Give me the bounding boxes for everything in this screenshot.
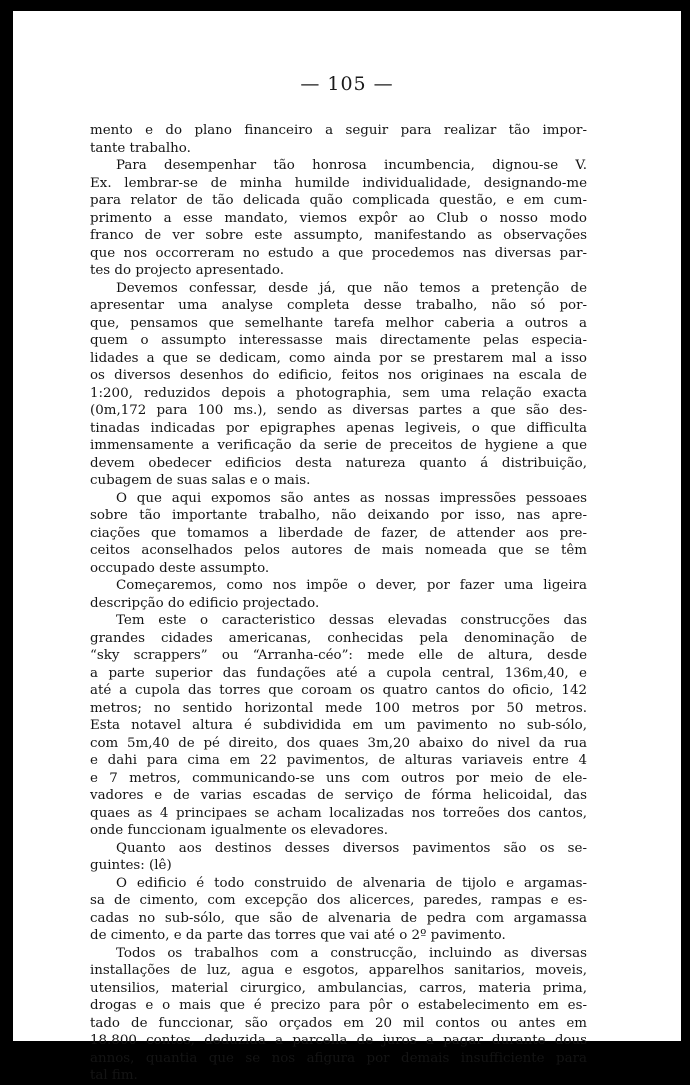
- text-line: mento e do plano financeiro a seguir para realizar tão impor-: [90, 123, 587, 138]
- text-line: sa de cimento, com excepção dos alicerces, paredes, rampas e es-: [90, 893, 587, 908]
- text-line: immensamente a verificação da serie de preceitos de hygiene a que: [90, 438, 587, 453]
- text-line: franco de ver sobre este assumpto, manifestando as observações: [90, 228, 587, 243]
- text-line: utensilios, material cirurgico, ambulancias, carros, materia prima,: [90, 980, 587, 996]
- text-line: (0m,172 para 100 ms.), sendo as diversas partes a que são des-: [90, 403, 587, 418]
- text-line: descripção do edificio projectado.: [90, 595, 320, 611]
- text-line: tado de funccionar, são orçados em 20 mil contos ou antes em: [90, 1015, 587, 1031]
- text-line: com 5m,40 de pé direito, dos quaes 3m,20 abaixo do nivel da rua: [90, 735, 587, 751]
- text-line: Começaremos, como nos impõe o dever, por fazer uma ligeira: [116, 578, 587, 593]
- text-line: metros; no sentido horizontal mede 100 metros por 50 metros.: [90, 700, 587, 716]
- text-line: Todos os trabalhos com a construcção, incluindo as diversas: [116, 945, 587, 961]
- text-line: até a cupola das torres que coroam os quatro cantos do oficio, 142: [90, 683, 587, 698]
- text-line: sobre tão importante trabalho, não deixando por isso, nas apre-: [90, 508, 587, 523]
- text-line: guintes: (lê): [90, 858, 172, 873]
- text-line: cubagem de suas salas e o mais.: [90, 473, 311, 488]
- page-number: — 105 —: [300, 73, 394, 95]
- text-line: tes do projecto apresentado.: [90, 263, 284, 278]
- text-line: os diversos desenhos do edificio, feitos nos originaes na escala de: [90, 368, 587, 383]
- paragraph: [90, 122, 587, 157]
- text-line: tal fim.: [90, 1068, 138, 1083]
- text-line: apresentar uma analyse completa desse trabalho, não só por-: [90, 298, 587, 313]
- paragraph: [90, 945, 587, 1085]
- text-line: cadas no sub-sólo, que são de alvenaria de pedra com argamassa: [90, 910, 587, 926]
- text-line: de cimento, e da parte das torres que vai até o 2º pavimento.: [90, 928, 506, 943]
- text-line: 18.800 contos, deduzida a parcella de juros a pagar durante dous: [90, 1033, 587, 1048]
- text-line: que nos occorreram no estudo a que procedemos nas diversas par-: [90, 245, 587, 261]
- paragraph: [90, 875, 587, 945]
- text-line: occupado deste assumpto.: [90, 560, 270, 576]
- text-line: “sky scrappers” ou “Arranha-céo”: mede elle de altura, desde: [90, 648, 587, 663]
- paragraph: [90, 157, 587, 280]
- text-line: annos, quantia que se nos afigura por demais insufficiente para: [90, 1050, 587, 1066]
- text-line: onde funccionam igualmente os elevadores.: [90, 823, 389, 838]
- text-line: e dahi para cima em 22 pavimentos, de alturas variaveis entre 4: [90, 753, 587, 768]
- text-line: Para desempenhar tão honrosa incumbencia, dignou-se V.: [116, 158, 587, 173]
- text-line: installações de luz, agua e esgotos, apparelhos sanitarios, moveis,: [90, 963, 587, 978]
- text-line: vadores e de varias escadas de serviço de fórma helicoidal, das: [90, 788, 587, 803]
- text-line: ceitos aconselhados pelos autores de mais nomeada que se têm: [90, 543, 587, 558]
- text-line: O edificio é todo construido de alvenaria de tijolo e argamas-: [116, 875, 587, 891]
- paragraph: [90, 840, 587, 875]
- body-text: [90, 122, 587, 1085]
- text-line: e 7 metros, communicando-se uns com outros por meio de ele-: [90, 770, 587, 786]
- text-line: tante trabalho.: [90, 140, 191, 156]
- text-line: primento a esse mandato, viemos expôr ao Club o nosso modo: [90, 210, 587, 226]
- paragraph: [90, 490, 587, 578]
- paragraph: [90, 280, 587, 490]
- text-line: drogas e o mais que é precizo para pôr o estabelecimento em es-: [90, 998, 587, 1013]
- text-line: Tem este o caracteristico dessas elevadas construcções das: [116, 613, 587, 628]
- text-line: O que aqui expomos são antes as nossas impressões pessoaes: [116, 490, 587, 506]
- scanned-page: [13, 11, 681, 1083]
- text-line: tinadas indicadas por epigraphes apenas legiveis, o que difficulta: [90, 420, 587, 436]
- paragraph: [90, 612, 587, 840]
- text-line: devem obedecer edificios desta natureza quanto á distribuição,: [90, 455, 587, 471]
- text-line: ciações que tomamos a liberdade de fazer, de attender aos pre-: [90, 525, 587, 541]
- text-line: a parte superior das fundações até a cupola central, 136m,40, e: [90, 665, 587, 681]
- text-line: que, pensamos que semelhante tarefa melhor caberia a outros a: [90, 315, 587, 331]
- text-line: 1:200, reduzidos depois a photographia, sem uma relação exacta: [90, 385, 587, 401]
- text-line: lidades a que se dedicam, como ainda por se prestarem mal a isso: [90, 350, 587, 366]
- paragraph: [90, 577, 587, 612]
- text-line: Devemos confessar, desde já, que não temos a pretenção de: [116, 280, 587, 296]
- text-line: Quanto aos destinos desses diversos pavimentos são os se-: [116, 840, 587, 856]
- text-line: quaes as 4 principaes se acham localizadas nos torreões dos cantos,: [90, 805, 587, 821]
- text-line: Ex. lembrar-se de minha humilde individualidade, designando-me: [90, 175, 587, 191]
- text-line: Esta notavel altura é subdividida em um pavimento no sub-sólo,: [90, 718, 587, 733]
- text-line: grandes cidades americanas, conhecidas pela denominação de: [90, 630, 587, 646]
- text-line: para relator de tão delicada quão complicada questão, e em cum-: [90, 193, 587, 208]
- text-line: quem o assumpto interessasse mais directamente pelas especia-: [90, 333, 587, 348]
